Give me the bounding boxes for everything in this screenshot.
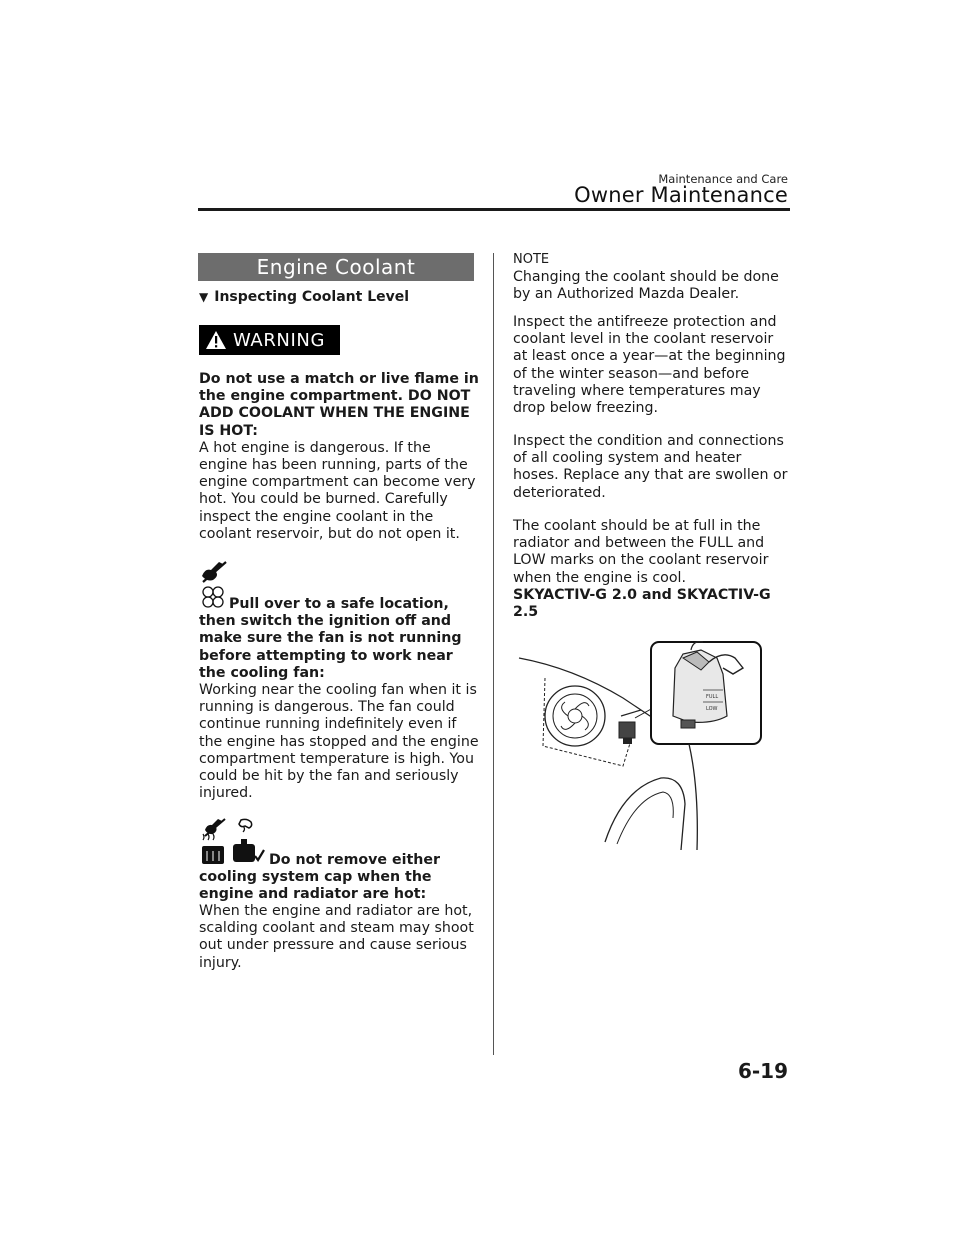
warning-badge (199, 325, 340, 355)
coolant-reservoir-figure (513, 628, 789, 850)
figure-full-label: FULL (706, 694, 719, 700)
warning-triangle-icon (205, 330, 227, 350)
warning-flame-bold: Do not use a match or live flame in the engine compartment. DO NOT ADD COOLANT WHEN THE ENGINE IS HOT: (199, 371, 479, 439)
warning-block-flame (199, 371, 481, 543)
header-chapter-title: Owner Maintenance (574, 183, 788, 207)
note-label: NOTE (513, 252, 550, 267)
warning-label: WARNING (233, 329, 326, 351)
para-antifreeze: Inspect the antifreeze protection and coolant level in the coolant reservoir at least once a year—at the beginning of the winter season—and before traveling where temperatures may drop below freezing. (513, 314, 786, 417)
para-hoses: Inspect the condition and connections of all cooling system and heater hoses. Replace any that are swollen or deteriorated. (513, 433, 788, 501)
warning-cap-bold: Do not remove either cooling system cap when the engine and radiator are hot: (199, 852, 440, 903)
warning-fan-bold: Pull over to a safe location, then switch the ignition off and make sure the fan is not running before attempting to work near the cooling fan: (199, 596, 462, 681)
warning-block-fan (199, 596, 481, 682)
para-coolant-level: The coolant should be at full in the radiator and between the FULL and LOW marks on the coolant reservoir when the engine is cool. (513, 518, 769, 586)
model-label: SKYACTIV-G 2.0 and SKYACTIV-G 2.5 (513, 587, 771, 621)
subheading (199, 289, 409, 305)
page-number: 6-19 (737, 1059, 788, 1083)
warning-block-fan-text (199, 682, 481, 802)
section-title: Engine Coolant (256, 255, 416, 279)
triangle-down-icon: ▼ (199, 290, 209, 304)
warning-cap-text: When the engine and radiator are hot, scalding coolant and steam may shoot out under pressure and cause serious injury. (199, 903, 474, 971)
note-text: Changing the coolant should be done by an Authorized Mazda Dealer. (513, 269, 779, 303)
warning-fan-text: Working near the cooling fan when it is running is dangerous. The fan could continue running indefinitely even if the engine has stopped and the engine compartment temperature is high. You could be hit by the fan and seriously injured. (199, 682, 479, 802)
section-title-bar (198, 253, 474, 281)
warning-flame-text: A hot engine is dangerous. If the engine has been running, parts of the engine compartment can become very hot. You could be burned. Carefully inspect the engine coolant in the coolant reservoir, but do not open it. (199, 439, 476, 542)
header-rule (198, 208, 790, 211)
subheading-text: Inspecting Coolant Level (214, 289, 410, 305)
figure-low-label: LOW (706, 706, 718, 712)
header-section-label: Maintenance and Care (658, 172, 788, 186)
warning-block-cap-text (199, 903, 481, 972)
warning-block-cap (199, 852, 481, 904)
column-divider (493, 253, 494, 1055)
